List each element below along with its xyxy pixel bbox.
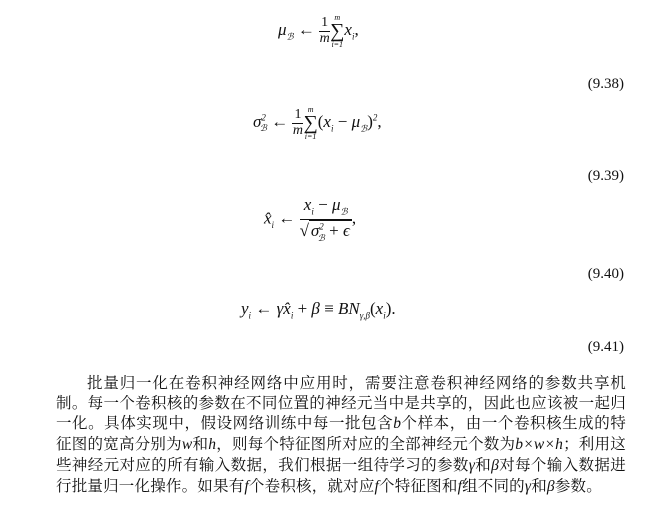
equation-9-40: $x̂_i$ ← $\frac{x_i - \mu_ℬ}{√ \sigma^2_ℬ + \epsilon}$ , [264,195,357,243]
equation-9-39: $\sigma^2_ℬ$ ← $\frac{1}{m}$ m ∑ i=1 $(x_i - \mu_ℬ)^2$, [253,105,382,141]
equation-number: (9.38) [587,76,624,92]
equation-number: (9.40) [587,266,624,282]
equation-9-41: $y_i$ ← $\gamma x̂_i + \beta \equiv BN_{\gamma,\beta}(x_i)$. [241,299,396,321]
equation-number: (9.41) [587,339,624,355]
body-paragraph: 批量归一化在卷积神经网络中应用时，需要注意卷积神经网络的参数共享机制。每一个卷积核的参数在不同位置的神经元当中是共享的，因此也应该被一起归一化。具体实现中，假设网络训练中每一批包含b个样本，由一个卷积核生成的特征图的宽高分别为w和h，则每个特征图所对应的全部神经元个数为b×w×h；利用这些神经元对应的所有输入数据，我们根据一组待学习的参数γ和β对每个输入数据进行批量归一化操作。如果有f个卷积核，就对应f个特征图和f组不同的γ和β参数。 [56,374,627,495]
equation-9-38: $\mu_ℬ$ ← $\frac{1}{m}$ m ∑ i=1 $x_i$, [278,13,359,49]
equation-number: (9.39) [587,168,624,184]
